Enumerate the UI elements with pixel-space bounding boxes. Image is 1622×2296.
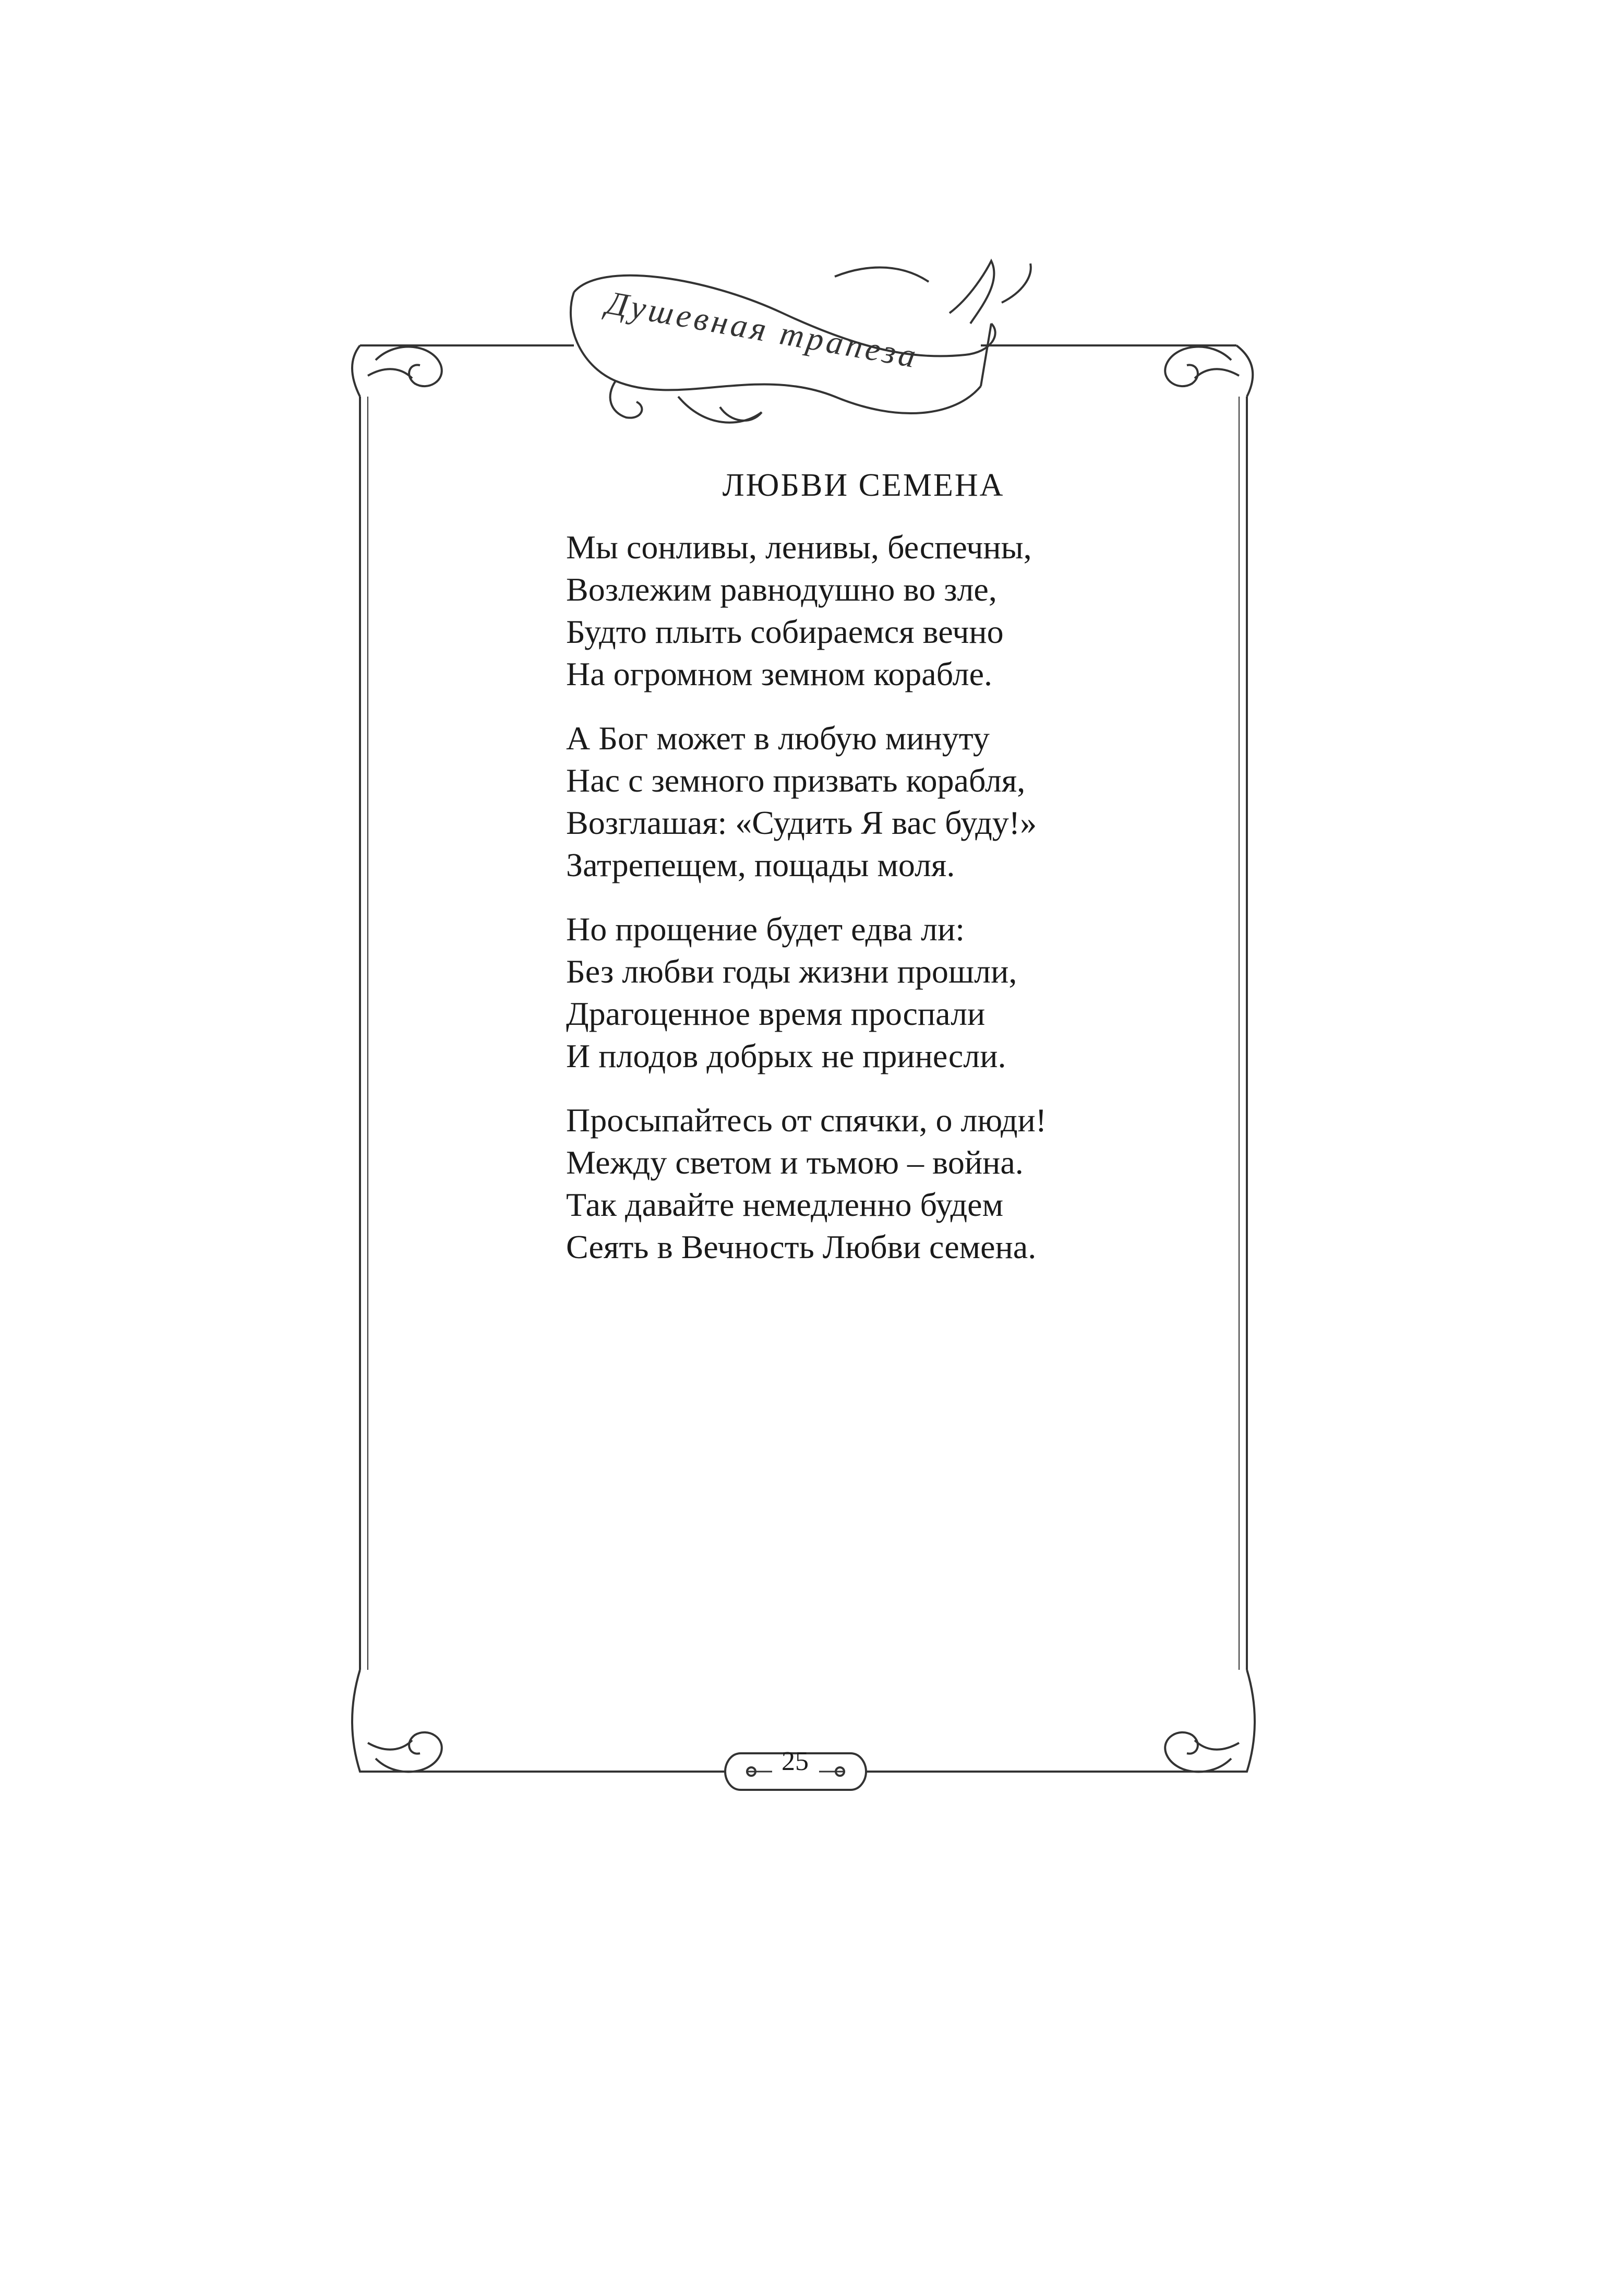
poem-line: Затрепещем, пощады моля. bbox=[566, 846, 955, 883]
poem-title: ЛЮБВИ СЕМЕНА bbox=[722, 468, 1005, 503]
poem-line: Сеять в Вечность Любви семена. bbox=[566, 1228, 1037, 1265]
page-number: 25 bbox=[782, 1747, 809, 1776]
corner-ornament-top-right bbox=[1165, 347, 1239, 387]
poem-line: Мы сонливы, ленивы, беспечны, bbox=[566, 529, 1032, 566]
poem-line: Возглашая: «Судить Я вас буду!» bbox=[566, 804, 1037, 841]
stanza bbox=[566, 526, 1192, 695]
stanza bbox=[566, 908, 1192, 1077]
corner-ornament-top-left bbox=[368, 347, 442, 387]
poem-line: Но прощение будет едва ли: bbox=[566, 911, 965, 948]
poem-line: А Бог может в любую минуту bbox=[566, 720, 990, 757]
poem-line: Драгоценное время проспали bbox=[566, 995, 986, 1032]
poem-line: На огромном земном корабле. bbox=[566, 655, 992, 692]
stanza bbox=[566, 1099, 1192, 1268]
poem-line: И плодов добрых не принесли. bbox=[566, 1037, 1006, 1074]
corner-ornament-bottom-right bbox=[1165, 1732, 1239, 1772]
poem bbox=[566, 467, 1192, 1290]
poem-line: Просыпайтесь от спячки, о люди! bbox=[566, 1102, 1047, 1139]
banner-title-text: Душевная трапеза bbox=[604, 283, 922, 375]
poem-line: Без любви годы жизни прошли, bbox=[566, 953, 1017, 990]
poem-line: Так давайте немедленно будем bbox=[566, 1186, 1004, 1223]
poem-line: Между светом и тьмою – война. bbox=[566, 1144, 1024, 1181]
corner-ornament-bottom-left bbox=[368, 1732, 442, 1772]
stanza bbox=[566, 717, 1192, 886]
poem-line: Будто плыть собираемся вечно bbox=[566, 613, 1004, 650]
poem-line: Нас с земного призвать корабля, bbox=[566, 762, 1026, 799]
poem-line: Возлежим равнодушно во зле, bbox=[566, 571, 997, 608]
